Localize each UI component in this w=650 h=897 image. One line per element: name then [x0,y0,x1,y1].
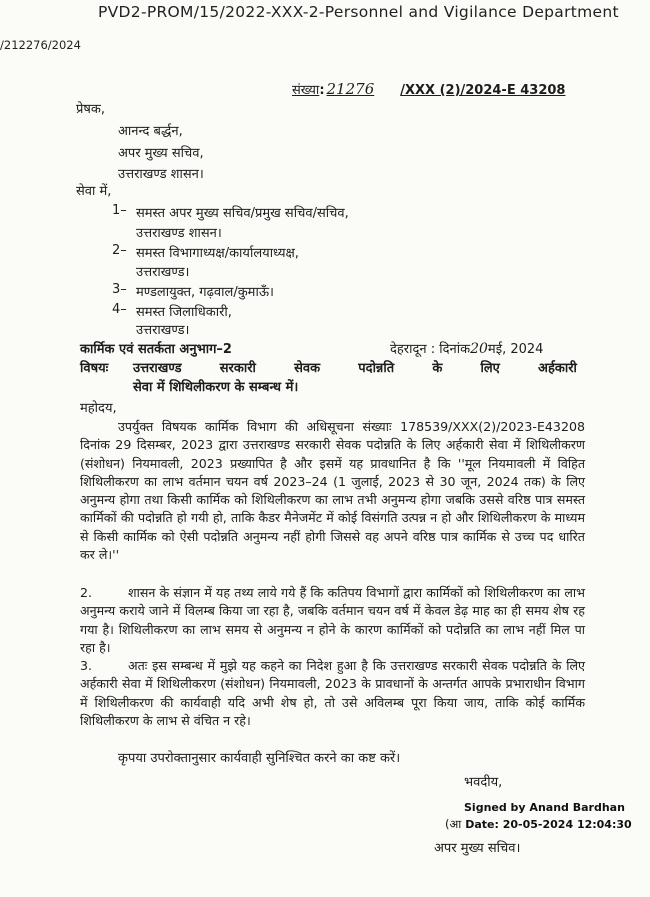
sender-name: आनन्द बर्द्धन, [118,124,183,139]
subject-word: के [432,361,443,376]
paragraph-2 [80,584,585,657]
subject-word: अर्हकारी [538,361,577,376]
paragraph-text: शासन के संज्ञान में यह तथ्य लाये गये हैं कि कतिपय विभागों द्वारा कार्मिकों को शिथिलीकरण का लाभ अनुमन्य कराये जाने में विलम्ब किया जा रहा है, जबकि वर्तमान चयन वर्ष में केवल डेढ़ माह का ही समय शेष रह गया है। शिथिलीकरण का लाभ समय से अनुमन्य न होने के कारण कार्मिकों को पदोन्नति का लाभ नहीं मिल पा रहा है। [80,585,585,655]
sender-designation: अपर मुख्य सचिव, [118,146,204,161]
recipient-line: समस्त जिलाधिकारी, [136,305,232,320]
subject-line-2: सेवा में शिथिलीकरण के सम्बन्ध में। [133,380,299,395]
sender-office: उत्तराखण्ड शासन। [118,167,204,182]
closing-request: कृपया उपरोक्तानुसार कार्यवाही सुनिश्चित करने का कष्ट करें। [118,751,401,766]
recipient-number: 3– [112,282,127,297]
paragraph-3 [80,657,585,730]
recipient-number: 2– [112,243,127,258]
file-number: /212276/2024 [0,38,81,52]
salutation: महोदय, [80,401,117,416]
place-date [390,339,543,357]
subject-word: सरकारी [219,361,256,376]
subject-line-1 [133,358,577,376]
month-year: मई, 2024 [487,342,544,357]
paragraph-text: अतः इस सम्बन्ध में मुझे यह कहने का निदेश हुआ है कि उत्तराखण्ड सरकारी सेवक पदोन्नति के लिए अर्हकारी सेवा में शिथिलीकरण (संशोधन) नियमावली, 2023 के प्रावधानों के अन्तर्गत आपके प्रभाराधीन विभाग में शिथिलीकरण की कार्यवाही यदि अभी शेष हो, तो उसे अविलम्ब पूरा किया जाय, ताकि कोई कार्मिक शिथिलीकरण के लाभ से वंचित न रहे। [80,658,585,728]
recipient-line: मण्डलायुक्त, गढ़वाल/कुमाऊँ। [136,285,274,300]
handwritten-number: 21276 [326,80,375,98]
place-date-prefix: देहरादून : दिनांक [390,342,471,357]
reference-suffix: /XXX (2)/2024-E 43208 [400,83,566,98]
recipient-line: उत्तराखण्ड शासन। [136,226,222,241]
closing: भवदीय, [464,775,503,790]
subject-word: लिए [480,361,500,376]
recipients-heading: सेवा में, [76,184,112,199]
reference-number: संख्या: 21276 /XXX (2)/2024-E 43208 [292,80,566,98]
subject-label: विषयः [80,361,109,376]
section-name: कार्मिक एवं सतर्कता अनुभाग–2 [80,342,232,357]
sender-heading: प्रेषक, [76,102,106,117]
subject-word: सेवक [294,361,321,376]
recipient-number: 4– [112,302,127,317]
department-header: PVD2-PROM/15/2022-XXX-2-Personnel and Vigilance Department [98,3,619,21]
paragraph-text: उपर्युक्त विषयक कार्मिक विभाग की अधिसूचना संख्याः 178539/XXX(2)/2023-E43208 दिनांक 29 दिसम्बर, 2023 द्वारा उत्तराखण्ड सरकारी सेवक पदोन्नति के लिए अर्हकारी सेवा में शिथिलीकरण (संशोधन) नियमावली, 2023 प्रख्यापित है और इसमें यह प्रावधानित है कि ''मूल नियमावली में विहित शिथिलीकरण का लाभ वर्तमान चयन वर्ष 2023–24 (1 जुलाई, 2023 से 30 जून, 2024 तक) के लिए अनुमन्य होगा तथा किसी कार्मिक को शिथिलीकरण का लाभ तभी अनुमन्य होगा जबकि उससे वरिष्ठ पात्र समस्त कार्मिकों की पदोन्नति हो गयी हो, ताकि कैडर मैनेजमेंट में कोई विसंगति उत्पन्न न हो और शिथिलीकरण के माध्यम से किसी कार्मिक को ऐसी पदोन्नति अनुमन्य नहीं होगी जिससे वह अपने वरिष्ठ पात्र कार्मिक से उच्च पद धारित कर ले।'' [80,419,585,563]
handwritten-day: 20 [470,341,488,357]
recipient-number: 1– [112,203,127,218]
paragraph-1 [80,418,585,564]
digital-signature-name: Signed by Anand Bardhan [464,801,625,814]
signer-designation: अपर मुख्य सचिव। [434,841,521,856]
subject-word: पदोन्नति [358,361,395,376]
recipient-line: उत्तराखण्ड। [136,265,190,280]
subject-word: उत्तराखण्ड [133,361,182,376]
reference-label: संख्या [292,83,320,98]
paragraph-number: 2. [80,585,93,600]
signer-name-prefix: (आ [445,817,462,831]
recipient-line: समस्त विभागाध्यक्ष/कार्यालयाध्यक्ष, [136,246,299,261]
signature-date-line [445,817,632,832]
paragraph-number: 3. [80,658,93,673]
recipient-line: उत्तराखण्ड। [136,323,190,338]
signature-date: Date: 20-05-2024 12:04:30 [465,818,632,831]
recipient-line: समस्त अपर मुख्य सचिव/प्रमुख सचिव/सचिव, [136,206,349,221]
